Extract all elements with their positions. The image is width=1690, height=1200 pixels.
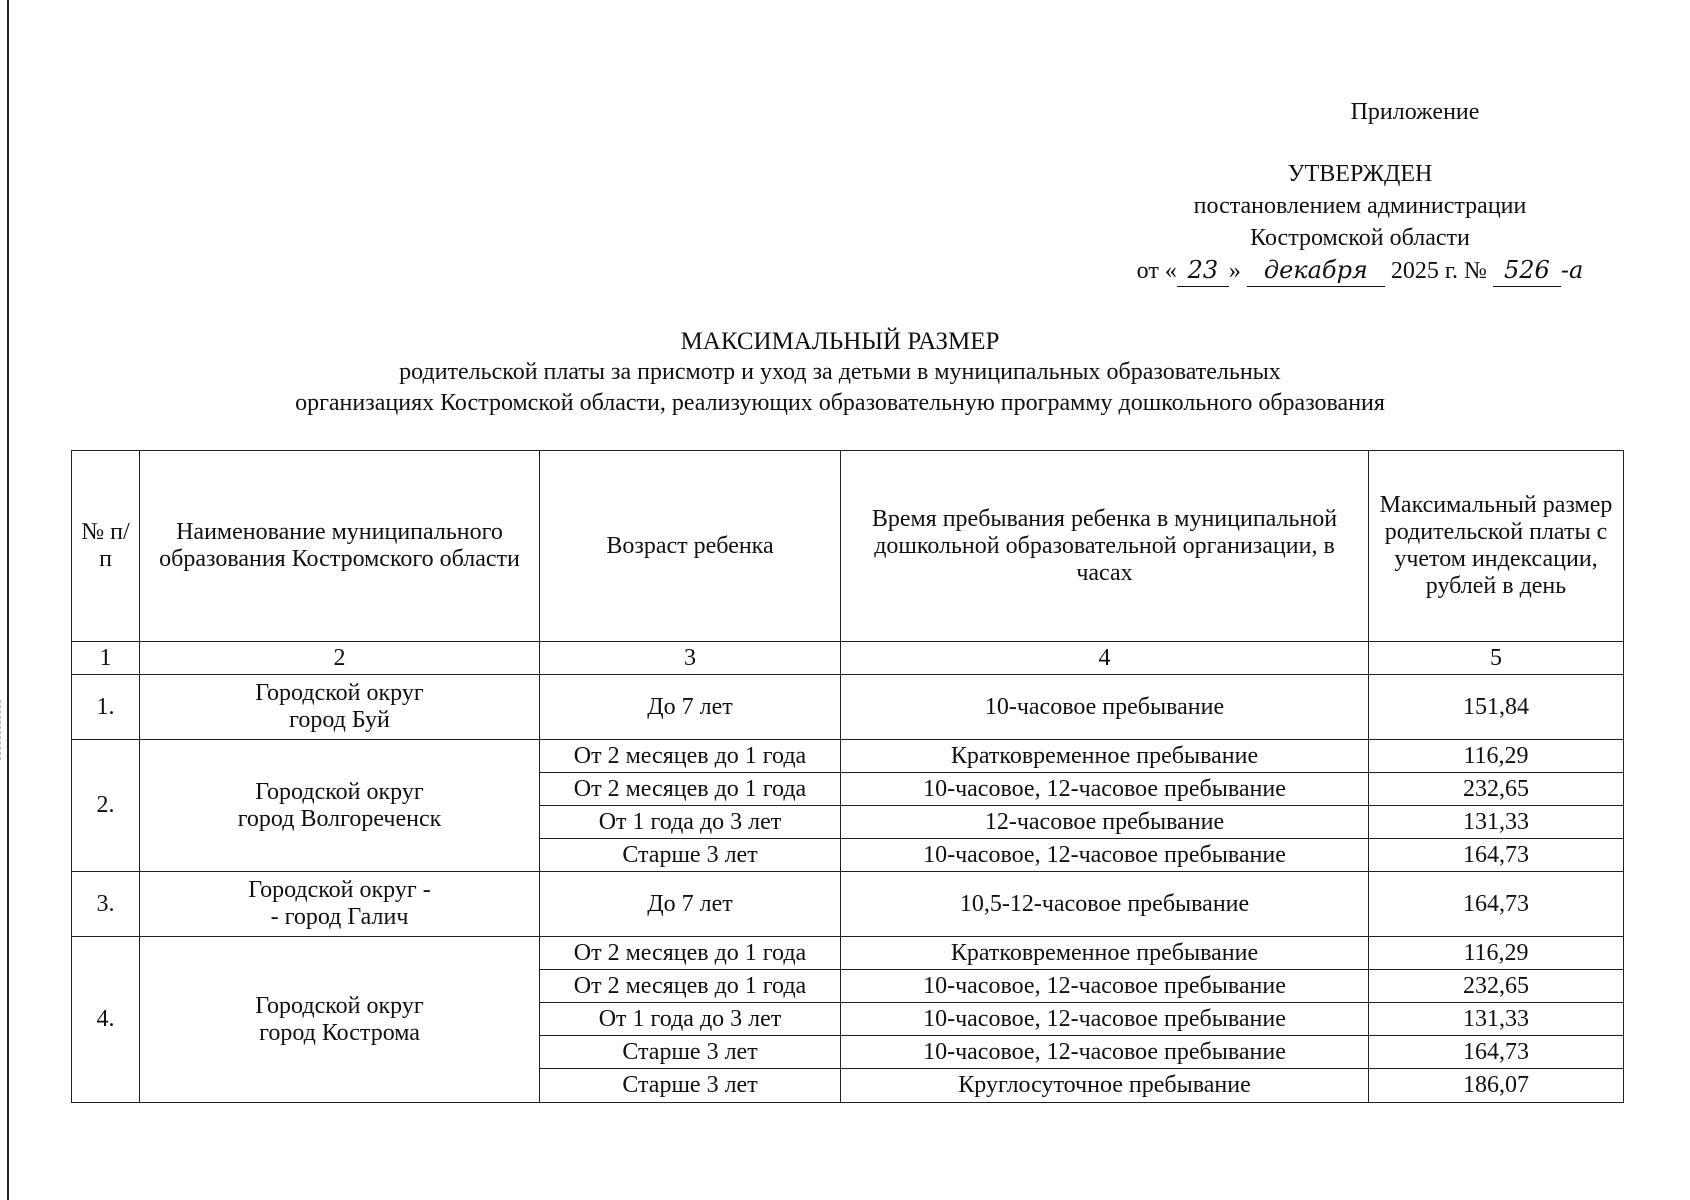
header-time: Время пребывания ребенка в муниципальной дошкольной образовательной организации, в часах [841,451,1369,642]
fee-cell: 164,73 [1369,839,1624,872]
header-age: Возраст ребенка [540,451,841,642]
colnum-3: 3 [540,642,841,675]
age-cell: От 2 месяцев до 1 года [540,740,841,773]
header-fee: Максимальный размер родительской платы с учетом индексации, рублей в день [1369,451,1624,642]
title-line-2: родительской платы за присмотр и уход за детьми в муниципальных образовательных [399,359,1281,385]
header-municipality: Наименование муниципального образования Костромского области [140,451,540,642]
time-cell: 10-часовое, 12-часовое пребывание [841,1036,1369,1069]
fee-cell: 131,33 [1369,806,1624,839]
age-cell: Старше 3 лет [540,1069,841,1103]
date-month: декабря [1247,254,1385,287]
document-title [140,326,1540,419]
time-cell: 10,5-12-часовое пребывание [841,872,1369,937]
date-day: 23 [1177,254,1229,287]
time-cell: 10-часовое, 12-часовое пребывание [841,1003,1369,1036]
municipality-name: Городской округ город Волгореченск [140,740,540,872]
title-main: МАКСИМАЛЬНЫЙ РАЗМЕР [680,328,1000,355]
municipality-name: Городской округ - - город Галич [140,872,540,937]
table-row [72,740,1624,773]
table-row [72,675,1624,740]
age-cell: От 2 месяцев до 1 года [540,773,841,806]
fee-table [71,450,1624,1103]
title-line-3: организациях Костромской области, реализующих образовательную программу дошкольного образования [295,390,1385,416]
colnum-2: 2 [140,642,540,675]
time-cell: Круглосуточное пребывание [841,1069,1369,1103]
column-number-row [72,642,1624,675]
decree-number: 526 [1493,254,1561,287]
age-cell: От 1 года до 3 лет [540,806,841,839]
fee-cell: 116,29 [1369,740,1624,773]
municipality-name: Городской округ город Буй [140,675,540,740]
approval-line-1: постановлением администрации [1193,193,1527,219]
fee-cell: 232,65 [1369,773,1624,806]
time-cell: 10-часовое, 12-часовое пребывание [841,839,1369,872]
time-cell: 10-часовое, 12-часовое пребывание [841,970,1369,1003]
fee-cell: 151,84 [1369,675,1624,740]
time-cell: 10-часовое пребывание [841,675,1369,740]
date-year: 2025 г. № [1390,258,1487,284]
age-cell: От 2 месяцев до 1 года [540,937,841,970]
time-cell: Кратковременное пребывание [841,937,1369,970]
colnum-4: 4 [841,642,1369,675]
fee-cell: 131,33 [1369,1003,1624,1036]
row-num: 3. [72,872,140,937]
time-cell: Кратковременное пребывание [841,740,1369,773]
appendix-label: Приложение [1350,99,1480,125]
municipality-name: Городской округ город Кострома [140,937,540,1103]
age-cell: Старше 3 лет [540,839,841,872]
row-num: 4. [72,937,140,1103]
age-cell: До 7 лет [540,675,841,740]
date-prefix: от « [1136,258,1177,284]
header-num: № п/п [72,451,140,642]
approval-date-line [1130,254,1590,287]
fee-cell: 164,73 [1369,1036,1624,1069]
row-num: 1. [72,675,140,740]
date-quote-close: » [1228,258,1241,284]
decree-number-suffix: -а [1560,256,1584,284]
fee-cell: 164,73 [1369,872,1624,937]
age-cell: От 2 месяцев до 1 года [540,970,841,1003]
table-header-row [72,451,1624,642]
time-cell: 10-часовое, 12-часовое пребывание [841,773,1369,806]
fee-cell: 186,07 [1369,1069,1624,1103]
scan-left-border [7,0,9,1200]
table-row [72,937,1624,970]
colnum-1: 1 [72,642,140,675]
age-cell: Старше 3 лет [540,1036,841,1069]
table-row [72,872,1624,937]
age-cell: От 1 года до 3 лет [540,1003,841,1036]
fee-cell: 116,29 [1369,937,1624,970]
approval-line-2: Костромской области [1250,225,1470,251]
fee-cell: 232,65 [1369,970,1624,1003]
time-cell: 12-часовое пребывание [841,806,1369,839]
age-cell: До 7 лет [540,872,841,937]
row-num: 2. [72,740,140,872]
colnum-5: 5 [1369,642,1624,675]
approved-label: УТВЕРЖДЕН [1287,161,1433,187]
scan-margin-mark [0,700,6,760]
approval-block [1130,96,1590,287]
